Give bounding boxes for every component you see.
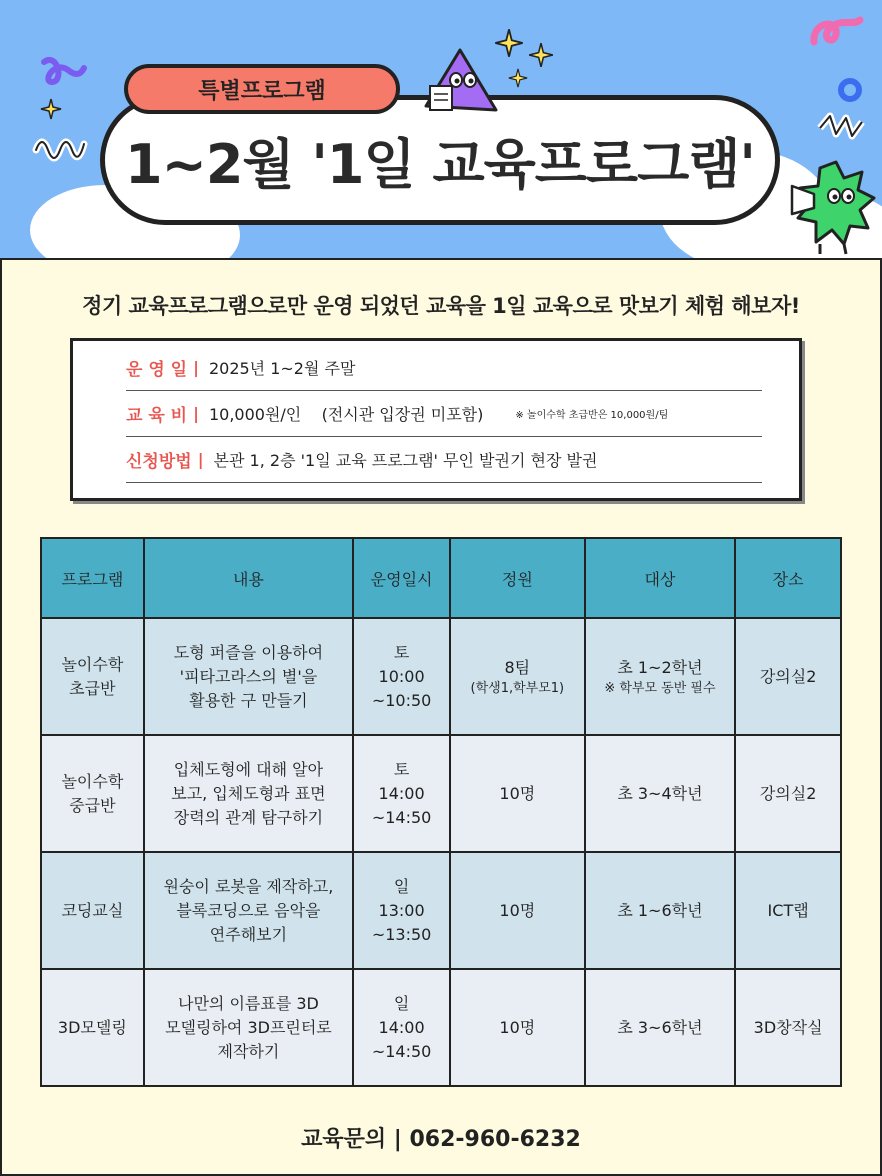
ring-icon (836, 76, 864, 104)
table-row (41, 735, 841, 852)
info-label: 교 육 비 (126, 406, 188, 426)
sparkle-icon (528, 42, 554, 68)
cell-place: 3D창작실 (735, 969, 841, 1086)
info-row-fee (126, 391, 762, 437)
header-banner (0, 0, 882, 260)
contact-info: 교육문의 | 062-960-6232 (301, 1127, 581, 1152)
info-separator: | (193, 404, 199, 423)
info-label: 신청방법 (126, 452, 192, 472)
cell-target: 초 1~2학년 ※ 학부모 동반 필수 (585, 618, 736, 735)
squiggle-icon (38, 52, 88, 92)
cell-capacity: 10명 (450, 969, 585, 1086)
table-row (41, 618, 841, 735)
badge-label: 특별프로그램 (198, 78, 326, 104)
table-row (41, 969, 841, 1086)
cell-content: 나만의 이름표를 3D 모델링하여 3D프린터로 제작하기 (144, 969, 353, 1086)
header-target: 대상 (585, 538, 736, 618)
special-program-badge (124, 64, 400, 114)
info-row-date (126, 345, 762, 391)
sparkle-icon (40, 98, 62, 120)
info-label: 운 영 일 (126, 360, 188, 380)
header-capacity: 정원 (450, 538, 585, 618)
header-schedule: 운영일시 (353, 538, 450, 618)
intro-text: 정기 교육프로그램으로만 운영 되었던 교육을 1일 교육으로 맛보기 체험 해보자! (82, 294, 800, 318)
cell-schedule: 토 14:00 ~14:50 (353, 735, 450, 852)
page-title: 1~2월 '1일 교육프로그램' (125, 132, 755, 196)
table-header-row (41, 538, 841, 618)
cell-capacity: 10명 (450, 735, 585, 852)
squiggle-icon (32, 124, 88, 162)
squiggle-icon (808, 12, 864, 56)
cell-capacity: 8팀 (학생1,학부모1) (450, 618, 585, 735)
cell-place: 강의실2 (735, 618, 841, 735)
info-box (70, 338, 802, 501)
cell-place: 강의실2 (735, 735, 841, 852)
cell-program: 코딩교실 (41, 852, 144, 969)
cell-program: 놀이수학 중급반 (41, 735, 144, 852)
info-row-apply (126, 437, 762, 483)
cell-content: 원숭이 로봇을 제작하고, 블록코딩으로 음악을 연주해보기 (144, 852, 353, 969)
cell-content: 도형 퍼즐을 이용하여 '피타고라스의 별'을 활용한 구 만들기 (144, 618, 353, 735)
header-place: 장소 (735, 538, 841, 618)
info-value: 본관 1, 2층 '1일 교육 프로그램' 무인 발권기 현장 발권 (213, 451, 598, 470)
info-value: 10,000원/인 (전시관 입장권 미포함) (208, 405, 484, 424)
cell-content: 입체도형에 대해 알아 보고, 입체도형과 표면 장력의 관계 탐구하기 (144, 735, 353, 852)
schedule-table (40, 537, 842, 1087)
cell-target: 초 1~6학년 (585, 852, 736, 969)
sparkle-icon (508, 68, 528, 88)
info-note: ※ 놀이수학 초급반은 10,000원/팀 (515, 410, 669, 421)
cell-schedule: 일 14:00 ~14:50 (353, 969, 450, 1086)
info-separator: | (197, 450, 204, 469)
info-value: 2025년 1~2월 주말 (208, 359, 356, 378)
header-program: 프로그램 (41, 538, 144, 618)
cell-schedule: 토 10:00 ~10:50 (353, 618, 450, 735)
header-content: 내용 (144, 538, 353, 618)
cell-schedule: 일 13:00 ~13:50 (353, 852, 450, 969)
purple-triangle-character-icon (420, 46, 500, 116)
info-separator: | (193, 358, 199, 377)
cell-program: 놀이수학 초급반 (41, 618, 144, 735)
green-star-character-icon (790, 156, 878, 256)
cell-place: ICT랩 (735, 852, 841, 969)
zigzag-icon (816, 108, 866, 144)
table-row (41, 852, 841, 969)
cell-program: 3D모델링 (41, 969, 144, 1086)
cell-target: 초 3~4학년 (585, 735, 736, 852)
cell-target: 초 3~6학년 (585, 969, 736, 1086)
cell-capacity: 10명 (450, 852, 585, 969)
